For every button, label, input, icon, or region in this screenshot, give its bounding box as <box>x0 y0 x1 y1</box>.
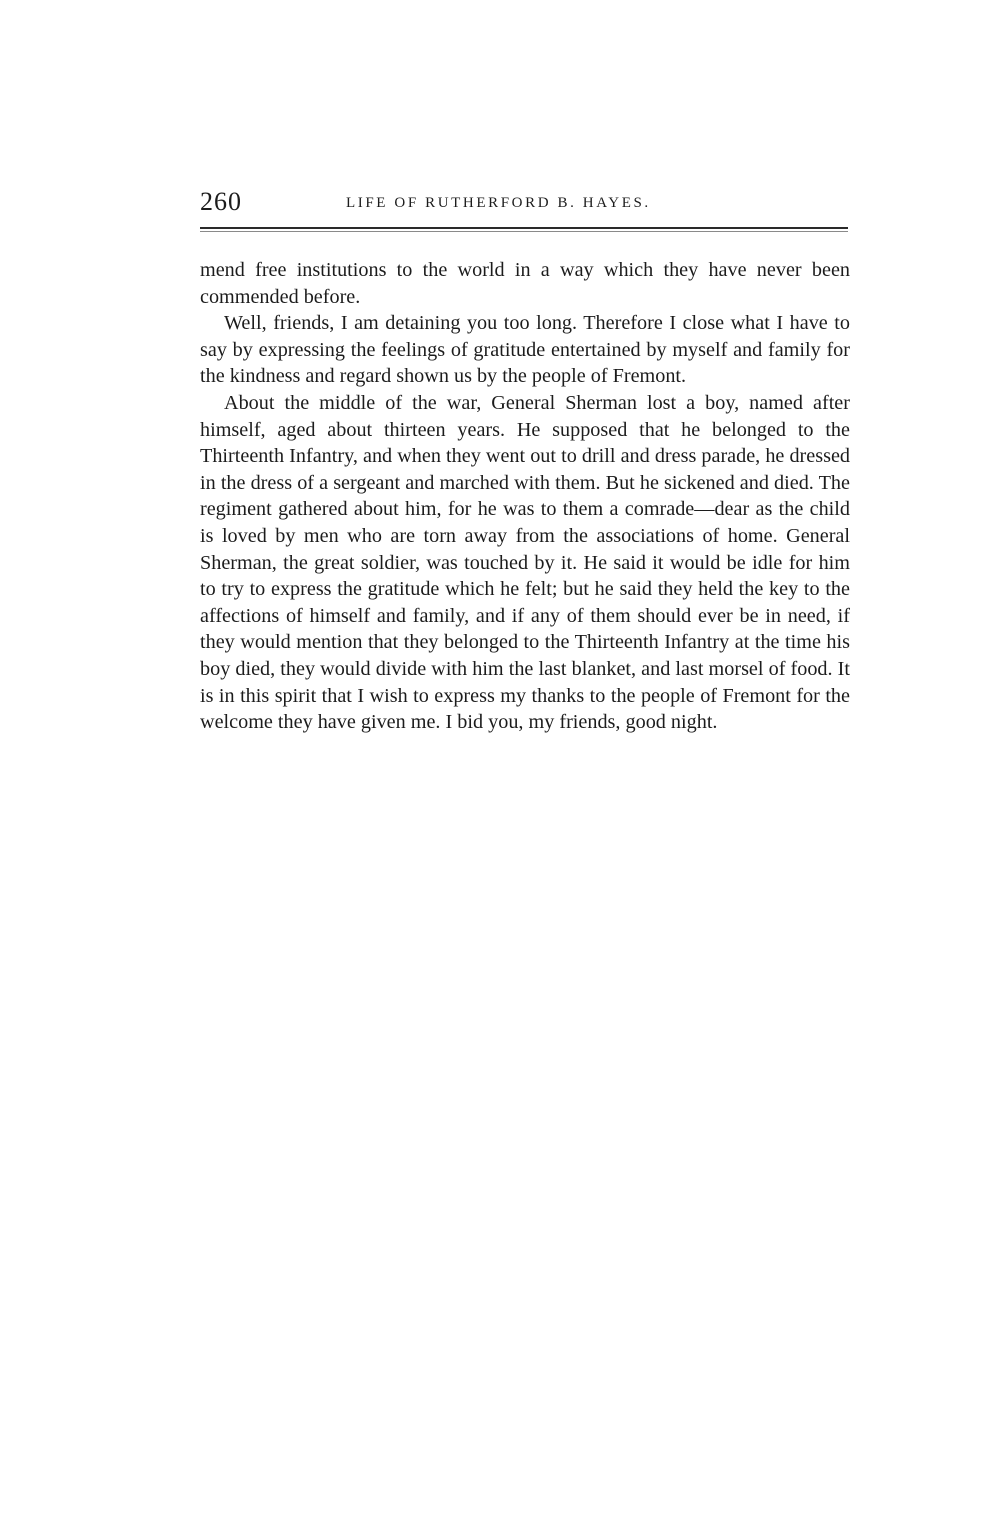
page-header <box>200 187 850 227</box>
paragraph: Well, friends, I am detaining you too long. Therefore I close what I have to say by expressing the feelings of gratitude entertained by myself and family for the kindness and regard shown us by the people of Fremont. <box>200 312 850 388</box>
paragraph-continuation: mend free institutions to the world in a way which they have never been commended before. <box>200 259 850 308</box>
page-number: 260 <box>200 187 242 216</box>
paragraph: About the middle of the war, General Sherman lost a boy, named after himself, aged about thirteen years. He supposed that he belonged to the Thirteenth Infantry, and when they went out to drill and dress parade, he dressed in the dress of a sergeant and marched with them. But he sickened and died. The regiment gathered about him, for he was to them a comrade—dear as the child is loved by men who are torn away from the associations of home. General Sherman, the great soldier, was touched by it. He said it would be idle for him to try to express the gratitude which he felt; but he said they held the key to the affections of himself and family, and if any of them should ever be in need, if they would mention that they belonged to the Thirteenth Infantry at the time his boy died, they would divide with him the last blanket, and last morsel of food. It is in this spirit that I wish to express my thanks to the people of Fremont for the welcome they have given me. I bid you, my friends, good night. <box>200 391 850 734</box>
running-head: LIFE OF RUTHERFORD B. HAYES. <box>346 195 651 211</box>
header-rule <box>200 227 848 229</box>
header-rule-thin <box>200 231 848 232</box>
body-text <box>200 257 850 736</box>
